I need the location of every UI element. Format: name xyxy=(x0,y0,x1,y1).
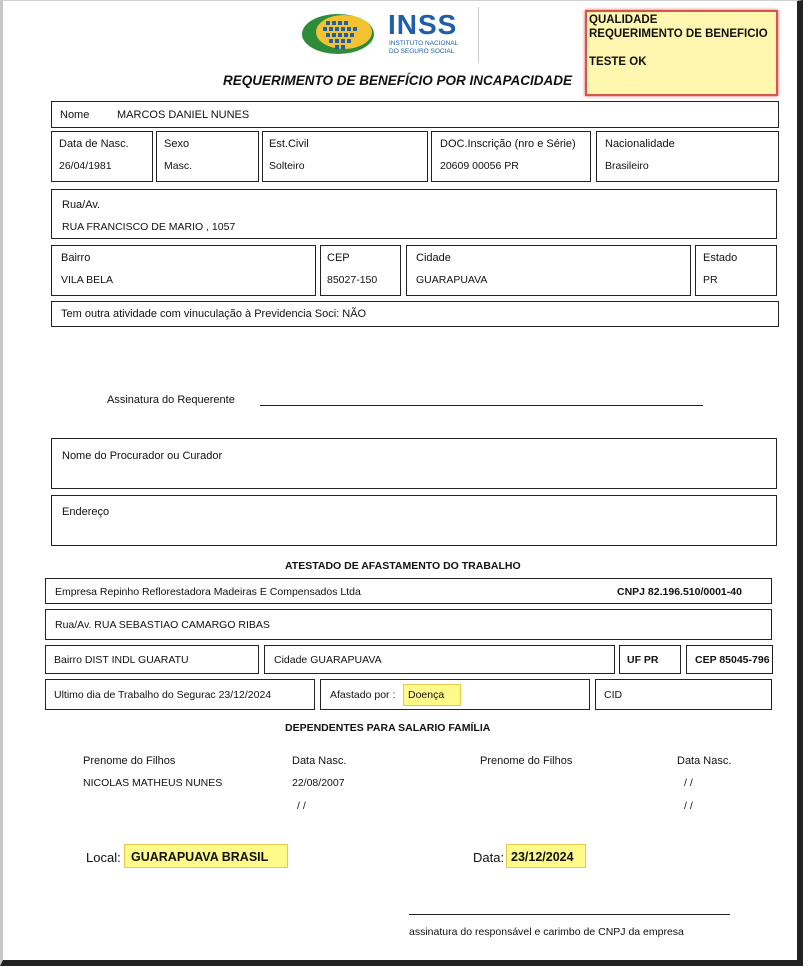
work-city-box xyxy=(264,645,615,674)
district-value: VILA BELA xyxy=(61,274,113,286)
company-box xyxy=(45,578,772,604)
street-box xyxy=(51,189,777,239)
signature-label: Assinatura do Requerente xyxy=(107,394,235,406)
last-day-text: Ultimo dia de Trabalho do Segurac 23/12/2024 xyxy=(54,689,272,701)
date-value: 23/12/2024 xyxy=(506,844,586,868)
nat-value: Brasileiro xyxy=(605,160,649,172)
absent-value: Doença xyxy=(403,684,461,706)
quality-line2: REQUERIMENTO DE BENEFICIO xyxy=(589,28,768,40)
street-value: RUA FRANCISCO DE MARIO , 1057 xyxy=(62,221,236,233)
dob-value: 26/04/1981 xyxy=(59,160,112,172)
doc-box xyxy=(431,131,591,182)
inss-brand-text: INSS xyxy=(388,9,458,40)
proxy-box xyxy=(51,438,777,489)
last-day-box xyxy=(45,679,315,710)
doc-label: DOC.Inscrição (nro e Série) xyxy=(440,138,576,150)
nationality-box xyxy=(596,131,779,182)
district-box xyxy=(51,245,316,296)
dependents-col2: Data Nasc. xyxy=(292,755,347,767)
inss-sub2: DO SEGURO SOCIAL xyxy=(389,48,455,55)
street-label: Rua/Av. xyxy=(62,199,101,211)
dob-label: Data de Nasc. xyxy=(59,138,129,150)
logo-divider xyxy=(478,7,479,63)
other-activity-text: Tem outra atividade com vinuculação à Previdencia Soci: NÃO xyxy=(61,308,367,320)
form-title: REQUERIMENTO DE BENEFÍCIO POR INCAPACIDADE xyxy=(223,73,573,88)
child1-name: NICOLAS MATHEUS NUNES xyxy=(83,777,223,789)
work-street-box xyxy=(45,609,772,640)
sex-box xyxy=(156,131,259,182)
quality-stamp xyxy=(585,10,778,96)
absent-label: Afastado por : xyxy=(330,689,396,701)
civil-label: Est.Civil xyxy=(269,138,309,150)
sex-value: Masc. xyxy=(164,160,193,172)
cep-value: 85027-150 xyxy=(327,274,378,286)
sex-label: Sexo xyxy=(164,138,190,150)
child3-date: / / xyxy=(297,800,306,812)
work-uf-box xyxy=(619,645,681,674)
cnpj-text: CNPJ 82.196.510/0001-40 xyxy=(617,586,742,598)
child4-date: / / xyxy=(684,800,693,812)
work-cep-box xyxy=(686,645,773,674)
work-uf-text: UF PR xyxy=(627,654,659,666)
city-box xyxy=(406,245,691,296)
child2-date: / / xyxy=(684,777,693,789)
local-value: GUARAPUAVA BRASIL xyxy=(124,844,288,868)
work-district-text: Bairro DIST INDL GUARATU xyxy=(54,654,189,666)
date-label: Data: xyxy=(473,850,505,865)
dependents-title: DEPENDENTES PARA SALARIO FAMÍLIA xyxy=(285,722,491,734)
child1-date: 22/08/2007 xyxy=(292,777,345,789)
inss-logo xyxy=(300,7,480,63)
local-label: Local: xyxy=(86,850,121,865)
work-street-text: Rua/Av. RUA SEBASTIAO CAMARGO RIBAS xyxy=(55,619,270,631)
cep-box xyxy=(320,245,401,296)
district-label: Bairro xyxy=(61,252,91,264)
dependents-col4: Data Nasc. xyxy=(677,755,732,767)
work-cep-text: CEP 85045-796 xyxy=(695,654,770,666)
work-district-box xyxy=(45,645,259,674)
quality-line3: TESTE OK xyxy=(589,56,647,68)
company-text: Empresa Repinho Reflorestadora Madeiras E Compensados Ltda xyxy=(55,586,361,598)
address-box xyxy=(51,495,777,546)
cid-box xyxy=(595,679,772,710)
company-signature-note: assinatura do responsável e carimbo de CNPJ da empresa xyxy=(409,926,684,938)
state-label: Estado xyxy=(703,252,738,264)
city-label: Cidade xyxy=(416,252,451,264)
dob-box xyxy=(51,131,153,182)
civil-value: Solteiro xyxy=(269,160,305,172)
company-signature-line xyxy=(409,914,730,915)
city-value: GUARAPUAVA xyxy=(416,274,488,286)
dependents-col3: Prenome do Filhos xyxy=(480,755,573,767)
signature-line xyxy=(260,405,703,406)
inss-sub1: INSTITUTO NACIONAL xyxy=(389,40,459,47)
absent-box xyxy=(320,679,590,710)
civil-box xyxy=(262,131,428,182)
cid-label: CID xyxy=(604,689,623,701)
nat-label: Nacionalidade xyxy=(605,138,675,150)
work-city-text: Cidade GUARAPUAVA xyxy=(274,654,382,666)
state-value: PR xyxy=(703,274,718,286)
work-section-title: ATESTADO DE AFASTAMENTO DO TRABALHO xyxy=(285,560,521,572)
quality-line1: QUALIDADE xyxy=(589,14,658,26)
name-value: MARCOS DANIEL NUNES xyxy=(117,109,250,121)
dependents-col1: Prenome do Filhos xyxy=(83,755,176,767)
other-activity-box xyxy=(51,301,779,327)
cep-label: CEP xyxy=(327,252,350,264)
state-box xyxy=(695,245,777,296)
doc-value: 20609 00056 PR xyxy=(440,160,519,172)
address-label: Endereço xyxy=(62,506,110,518)
name-box xyxy=(51,101,779,128)
proxy-label: Nome do Procurador ou Curador xyxy=(62,450,223,462)
name-label: Nome xyxy=(60,109,90,121)
